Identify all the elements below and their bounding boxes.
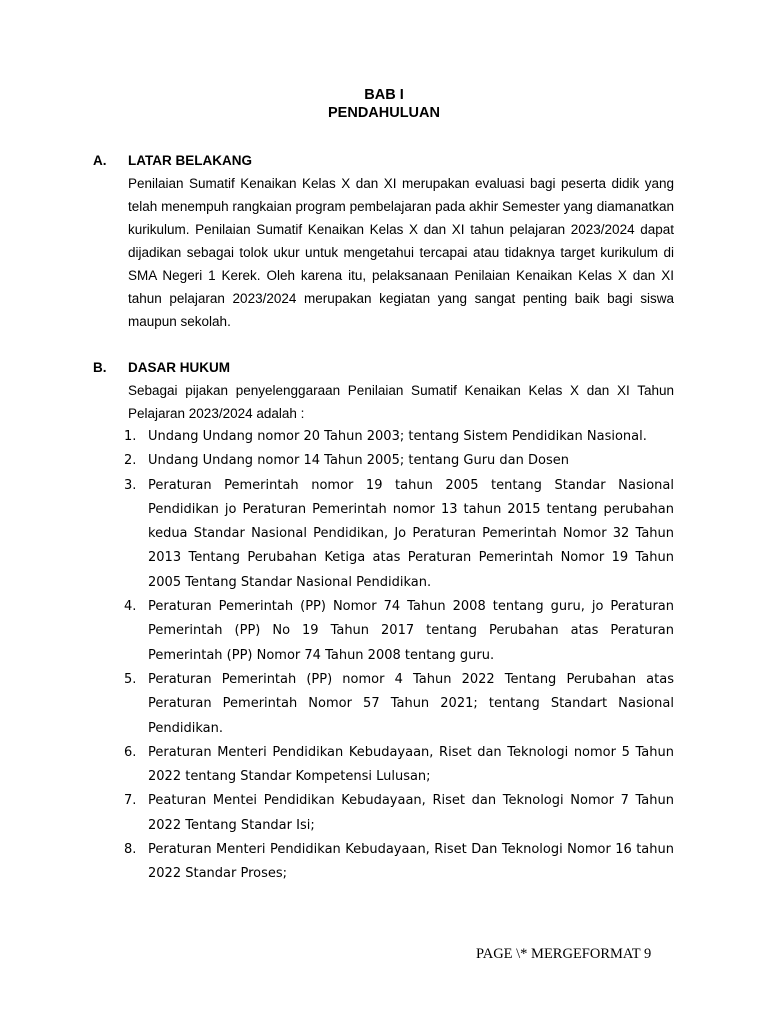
list-item-number: 1. [124,429,137,444]
list-item-number: 2. [124,453,137,469]
page-footer-field: PAGE \* MERGEFORMAT 9 [476,946,652,962]
legal-basis-list [122,425,674,887]
list-item [122,425,674,449]
list-item [122,595,674,668]
list-item [122,474,674,595]
list-item [122,449,674,473]
list-item-number: 7. [124,793,137,809]
list-item-number: 3. [124,477,137,493]
list-item-number: 6. [124,744,137,760]
list-item-text: Peraturan Menteri Pendidikan Kebudayaan, Riset dan Teknologi nomor 5 Tahun 2022 tentang Standar Kompetensi Lulusan; [148,744,674,785]
list-item-number: 5. [124,671,137,687]
section-b-intro: Sebagai pijakan penyelenggaraan Penilaian Sumatif Kenaikan Kelas X dan XI Tahun Pelajaran 2023/2024 adalah : [128,383,674,421]
list-item [122,741,674,790]
section-a-heading: LATAR BELAKANG [128,153,252,168]
list-item-text: Peaturan Mentei Pendidikan Kebudayaan, Riset dan Teknologi Nomor 7 Tahun 2022 Tentang Standar Isi; [148,793,674,833]
section-a-letter: A. [93,153,107,168]
list-item [122,789,674,838]
chapter-label: BAB I [364,87,404,103]
list-item-number: 4. [124,599,137,615]
section-b-letter: B. [93,360,107,375]
list-item-text: Peraturan Pemerintah nomor 19 tahun 2005 tentang Standar Nasional Pendidikan jo Peraturan Pemerintah nomor 13 tahun 2015 tentang perubahan kedua Standar Nasional Pendidikan, Jo Peraturan Pemerintah Nomor 32 Tahun 2013 Tentang Perubahan Ketiga atas Peraturan Pemerintah Nomor 19 Tahun 2005 Tentang Standar Nasional Pendidikan. [148,477,674,590]
list-item-text: Peraturan Pemerintah (PP) Nomor 74 Tahun 2008 tentang guru, jo Peraturan Pemerintah (PP) No 19 Tahun 2017 tentang Perubahan atas Peraturan Pemerintah (PP) Nomor 74 Tahun 2008 tentang guru. [148,599,674,663]
list-item-number: 8. [124,842,137,858]
section-b-heading: DASAR HUKUM [128,360,230,375]
section-a-body: Penilaian Sumatif Kenaikan Kelas X dan XI merupakan evaluasi bagi peserta didik yang telah menempuh rangkaian program pembelajaran pada akhir Semester yang diamanatkan kurikulum. Penilaian Sumatif Kenaikan Kelas X dan XI tahun pelajaran 2023/2024 dapat dijadikan sebagai tolok ukur untuk mengetahui tercapai atau tidaknya target kurikulum di SMA Negeri 1 Kerek. Oleh karena itu, pelaksanaan Penilaian Kenaikan Kelas X dan XI tahun pelajaran 2023/2024 merupakan kegiatan yang sangat penting baik bagi siswa maupun sekolah. [128,176,674,329]
list-item-text: Undang Undang nomor 20 Tahun 2003; tentang Sistem Pendidikan Nasional. [148,429,647,444]
list-item [122,838,674,887]
list-item-text: Peraturan Pemerintah (PP) nomor 4 Tahun 2022 Tentang Perubahan atas Peraturan Pemerintah Nomor 57 Tahun 2021; tentang Standart Nasional Pendidikan. [148,671,674,736]
list-item-text: Undang Undang nomor 14 Tahun 2005; tentang Guru dan Dosen [148,453,569,469]
list-item [122,668,674,741]
list-item-text: Peraturan Menteri Pendidikan Kebudayaan, Riset Dan Teknologi Nomor 16 tahun 2022 Standar Proses; [148,842,674,882]
chapter-title: PENDAHULUAN [328,105,440,121]
